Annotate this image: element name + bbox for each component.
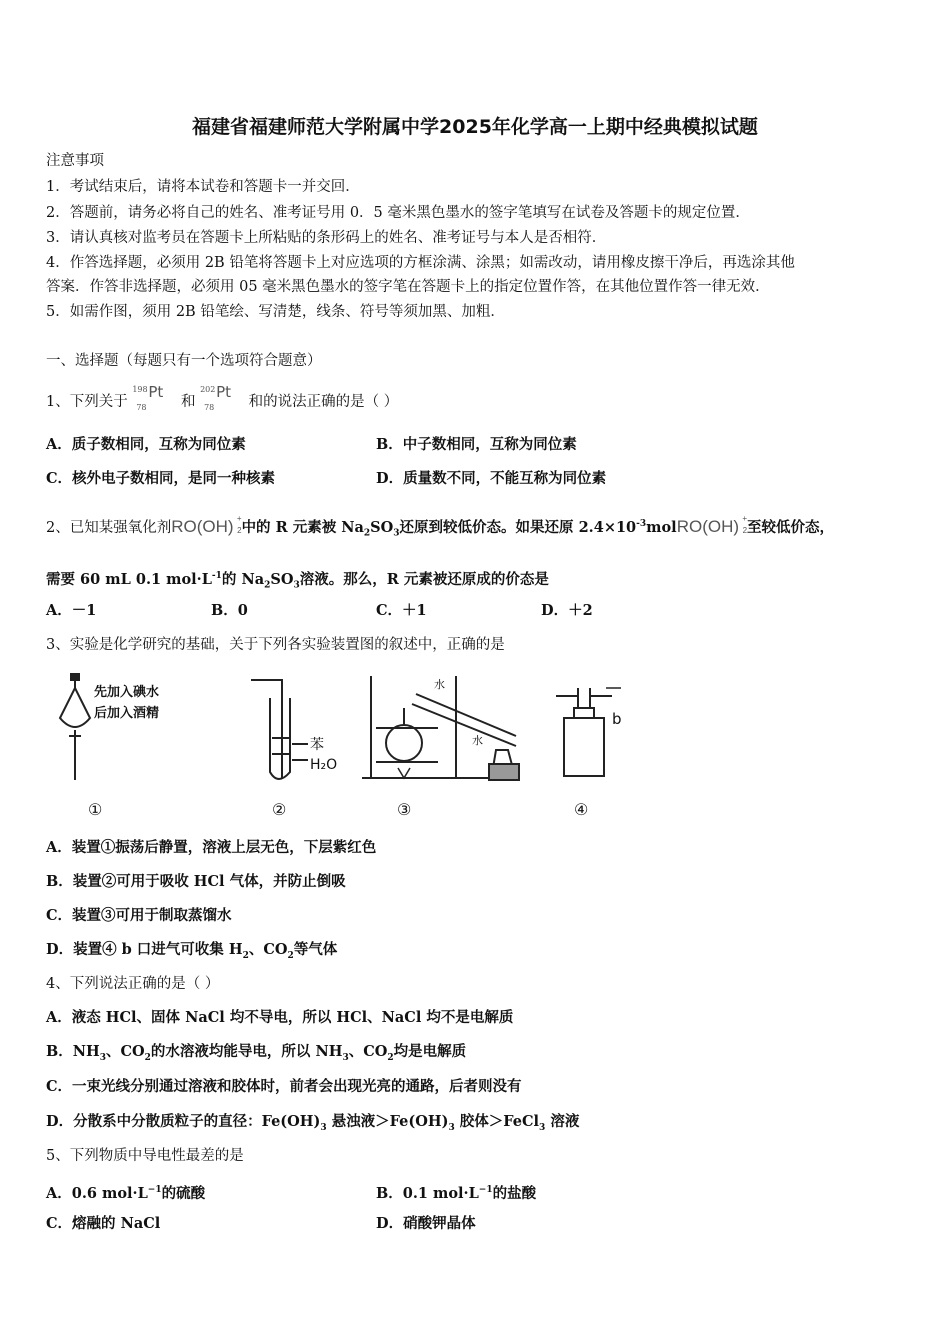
figure-label: 水 [434,678,445,691]
figure-label: 后加入酒精 [94,706,160,721]
notice-item: 4．作答选择题，必须用 2B 铅笔将答题卡上对应选项的方框涂满、涂黑；如需改动，请用橡皮擦干净后，再选涂其他 [46,255,795,271]
q3-option-c: C．装置③可用于制取蒸馏水 [46,907,232,924]
figure-number-3: ③ [397,800,412,819]
q4-option-b: B．$NH_3$、$CO_2$的水溶液均能导电，所以 $NH_3$、$CO_2$均是电解质 [46,1043,467,1063]
q1-option-b: B．中子数相同，互称为同位素 [376,436,577,453]
ion-formula: RO(OH) + 2 [676,513,748,536]
test-tube-icon [251,680,308,779]
figure-label: 水 [472,734,483,747]
figure-label: 苯 [310,737,324,753]
notice-item: 2．答题前，请务必将自己的姓名、准考证号用 0．5 毫米黑色墨水的签字笔填写在试卷及答题卡的规定位置． [46,205,750,221]
q4-option-a: A．液态 HCl、固体 NaCl 均不导电，所以 HCl、NaCl 均不是电解质 [46,1009,514,1026]
q4-option-d: D．分散系中分散质粒子的直径：$Fe(OH)_3$ 悬浊液$>Fe(OH)_3$ 胶体＞FeCl$_3$ 溶液 [46,1113,580,1133]
lab-apparatus-figure [46,668,646,788]
q5-option-a: A．0.6 $mol\cdot L^{-1}$的硫酸 [46,1184,206,1202]
notice-item: 5．如需作图，须用 2B 铅笔绘、写清楚，线条、符号等须加黑、加粗． [46,304,505,320]
q5-option-d: D．硝酸钾晶体 [376,1215,476,1232]
q2-option-a: A．－1 [46,602,97,619]
notice-item: 答案．作答非选择题，必须用 05 毫米黑色墨水的签字笔在答题卡上的指定位置作答，在其他位置作答一律无效． [46,279,770,295]
gas-bottle-icon [556,688,621,776]
notice-item: 1．考试结束后，请将本试卷和答题卡一并交回． [46,179,360,195]
q1-option-a: A．质子数相同，互称为同位素 [46,436,246,453]
q1-option-d: D．质量数不同，不能互称为同位素 [376,470,607,487]
question-4-stem: 4、下列说法正确的是（ ） [46,976,220,992]
q4-option-c: C．一束光线分别通过溶液和胶体时，前者会出现光亮的通路，后者则没有 [46,1078,522,1095]
q5-option-b: B．0.1 $mol\cdot L^{-1}$的盐酸 [376,1184,537,1202]
q3-option-b: B．装置②可用于吸收 HCl 气体，并防止倒吸 [46,873,346,890]
figure-label: H₂O [310,757,338,773]
page-title: 福建省福建师范大学附属中学2025年化学高一上期中经典模拟试题 [192,116,758,138]
q2-option-b: B．0 [211,602,248,619]
section-heading: 一、选择题（每题只有一个选项符合题意） [46,353,322,369]
figure-number-4: ④ [574,800,589,819]
question-2-stem-2: 需要 60 mL 0.1 $mol\cdot L^{-1}$的 $Na_2SO_3$溶液。那么，R 元素被还原成的价态是 [46,570,549,591]
q5-option-c: C．熔融的 NaCl [46,1215,161,1232]
q2-option-c: C．＋1 [376,602,427,619]
question-3-stem: 3、实验是化学研究的基础，关于下列各实验装置图的叙述中，正确的是 [46,637,505,653]
question-2-stem: 2、已知某强氧化剂RO(OH) + 2 中的 R 元素被 $Na_2SO_3$还原到较低价态。如果还原 $2.4\times 10^{-3}molRO(OH)$ + 2 至较低价态， [46,513,835,539]
question-5-stem: 5、下列物质中导电性最差的是 [46,1148,244,1164]
separatory-funnel-icon [60,674,90,780]
isotope-pt198: 198 78 Pt [132,383,164,412]
ion-formula: RO(OH) + 2 [171,513,242,536]
distillation-setup-icon [362,676,519,780]
q2-option-d: D．＋2 [541,602,593,619]
q3-option-d: D．装置④ b 口进气可收集 $H_2$、$CO_2$等气体 [46,941,338,961]
question-1-stem: 1、下列关于 198 78 Pt 和 202 78 Pt 和的说法正确的是（ ） [46,383,399,412]
notice-item: 3．请认真核对监考员在答题卡上所粘贴的条形码上的姓名、准考证号与本人是否相符． [46,230,607,246]
figure-label: 先加入碘水 [94,685,160,700]
figure-number-2: ② [272,800,287,819]
figure-label: b [612,710,622,728]
figure-number-1: ① [88,800,103,819]
q3-option-a: A．装置①振荡后静置，溶液上层无色，下层紫红色 [46,839,377,856]
isotope-pt202: 202 78 Pt [200,383,231,412]
q1-option-c: C．核外电子数相同，是同一种核素 [46,470,276,487]
notice-heading: 注意事项 [46,153,104,169]
